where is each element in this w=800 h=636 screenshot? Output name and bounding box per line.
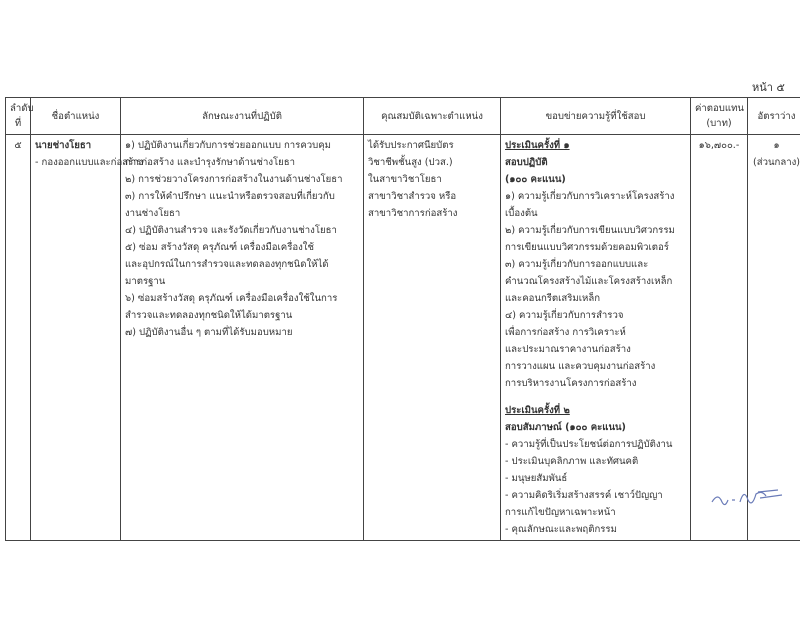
header-duties: ลักษณะงานที่ปฏิบัติ: [121, 98, 364, 135]
qualification-line: ได้รับประกาศนียบัตร: [368, 140, 454, 151]
division: - กองออกแบบและก่อสร้าง: [35, 157, 144, 168]
duty-line: ๒) การช่วยวางโครงการก่อสร้างในงานด้านช่างโยธา: [125, 174, 343, 185]
exam1-subtitle: สอบปฏิบัติ: [505, 157, 548, 168]
duty-line: ๗) ปฏิบัติงานอื่น ๆ ตามที่ได้รับมอบหมาย: [125, 327, 293, 338]
exam1-item: การวางแผน และควบคุมงานก่อสร้าง: [505, 361, 656, 372]
exam2-item: - ความรู้ที่เป็นประโยชน์ต่อการปฏิบัติงาน: [505, 439, 673, 450]
exam1-item: เพื่อการก่อสร้าง การวิเคราะห์: [505, 327, 626, 338]
exam1-score: (๑๐๐ คะแนน): [505, 174, 566, 185]
exam1-item: การบริหารงานโครงการก่อสร้าง: [505, 378, 637, 389]
exam2-item: - คุณลักษณะและพฤติกรรม: [505, 524, 617, 535]
position-title: นายช่างโยธา: [35, 140, 92, 151]
table-row: [6, 135, 800, 541]
page-number: หน้า ๕: [752, 81, 785, 94]
duty-line: มาตรฐาน: [125, 276, 166, 287]
duty-line: งานช่างโยธา: [125, 208, 181, 219]
position-cell: [31, 135, 144, 541]
header-qualifications: คุณสมบัติเฉพาะตำแหน่ง: [364, 98, 501, 135]
duty-line: ๓) การให้คำปรึกษา แนะนำหรือตรวจสอบที่เกี่ยวกับ: [125, 191, 335, 202]
duty-line: ๕) ซ่อม สร้างวัสดุ ครุภัณฑ์ เครื่องมือเครื่องใช้: [125, 242, 314, 253]
exam1-item: เบื้องต้น: [505, 208, 538, 219]
header-salary: [691, 98, 748, 135]
exam2-subtitle: สอบสัมภาษณ์ (๑๐๐ คะแนน): [505, 422, 626, 433]
exam2-item: - ความคิดริเริ่มสร้างสรรค์ เชาว์ปัญญา: [505, 490, 663, 501]
duty-line: สำรวจและทดลองทุกชนิดให้ได้มาตรฐาน: [125, 310, 293, 321]
header-exam-scope: ขอบข่ายความรู้ที่ใช้สอบ: [501, 98, 691, 135]
salary: ๑๖,๗๐๐.-: [691, 135, 748, 541]
header-line: ลำดับ: [10, 103, 34, 114]
position-table: [5, 97, 800, 541]
row-number: ๕: [6, 135, 31, 541]
duty-line: ๖) ซ่อมสร้างวัสดุ ครุภัณฑ์ เครื่องมือเครื่องใช้ในการ: [125, 293, 338, 304]
exam1-item: การเขียนแบบวิศวกรรมด้วยคอมพิวเตอร์: [505, 242, 669, 253]
exam2-item: การแก้ไขปัญหาเฉพาะหน้า: [505, 507, 616, 518]
vacancy-cell: [748, 135, 800, 541]
header-line: ที่: [14, 118, 22, 129]
qualification-line: วิชาชีพชั้นสูง (ปวส.): [368, 157, 453, 168]
exam-scope-cell: [501, 135, 691, 541]
duties-cell: [121, 135, 364, 541]
exam1-item: ๔) ความรู้เกี่ยวกับการสำรวจ: [505, 310, 624, 321]
duty-line: ๔) ปฏิบัติงานสำรวจ และรังวัดเกี่ยวกับงานช่างโยธา: [125, 225, 337, 236]
qualification-line: สาขาวิชาสำรวจ หรือ: [368, 191, 457, 202]
exam2-title: ประเมินครั้งที่ ๒: [505, 405, 570, 416]
exam2-item: - ประเมินบุคลิกภาพ และทัศนคติ: [505, 456, 639, 467]
duty-line: ๑) ปฏิบัติงานเกี่ยวกับการช่วยออกแบบ การควบคุม: [125, 140, 331, 151]
duty-line: การก่อสร้าง และบำรุงรักษาด้านช่างโยธา: [125, 157, 296, 168]
exam1-item: ๒) ความรู้เกี่ยวกับการเขียนแบบวิศวกรรม: [505, 225, 675, 236]
exam1-item: และคอนกรีตเสริมเหล็ก: [505, 293, 601, 304]
header-row: [6, 98, 800, 135]
exam1-title: ประเมินครั้งที่ ๑: [505, 140, 570, 151]
duty-line: และอุปกรณ์ในการสำรวจและทดลองทุกชนิดให้ได้: [125, 259, 329, 270]
qualifications-cell: [364, 135, 501, 541]
header-vacancies: อัตราว่าง: [748, 98, 800, 135]
exam1-item: ๑) ความรู้เกี่ยวกับการวิเคราะห์โครงสร้าง: [505, 191, 675, 202]
header-position: ชื่อตำแหน่ง: [31, 98, 121, 135]
header-line: (บาท): [706, 118, 732, 129]
header-no: [6, 98, 34, 135]
exam1-item: ๓) ความรู้เกี่ยวกับการออกแบบและ: [505, 259, 649, 270]
header-line: ค่าตอบแทน: [695, 103, 744, 114]
vacancy-count: ๑: [773, 140, 780, 151]
exam1-item: คำนวณโครงสร้างไม้และโครงสร้างเหล็ก: [505, 276, 673, 287]
exam1-item: และประมาณราคางานก่อสร้าง: [505, 344, 631, 355]
qualification-line: ในสาขาวิชาโยธา: [368, 174, 442, 185]
exam2-item: - มนุษยสัมพันธ์: [505, 473, 568, 484]
handwritten-signature: [708, 482, 788, 512]
qualification-line: สาขาวิชาการก่อสร้าง: [368, 208, 458, 219]
vacancy-note: (ส่วนกลาง): [752, 157, 800, 168]
